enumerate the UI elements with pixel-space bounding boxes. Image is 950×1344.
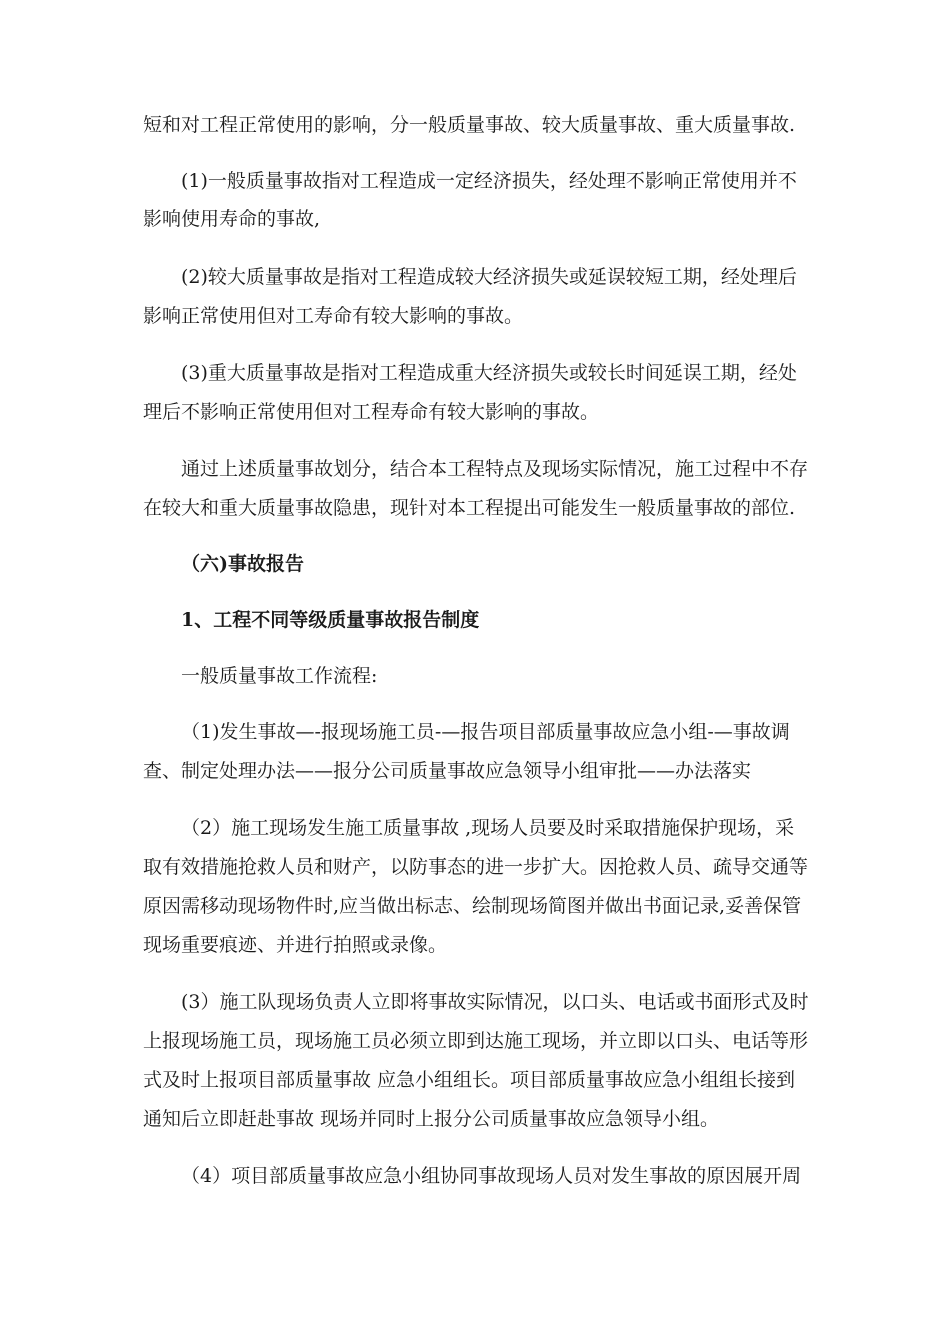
text-line: 现场重要痕迹、并进行拍照或录像。 [143, 934, 448, 956]
subsection-heading: 1、工程不同等级质量事故报告制度 [181, 609, 480, 631]
text-line: 一般质量事故工作流程: [181, 665, 378, 687]
text-line: (3)重大质量事故是指对工程造成重大经济损失或较长时间延误工期，经处 [181, 362, 797, 384]
text-line: 理后不影响正常使用但对工程寿命有较大影响的事故。 [143, 401, 600, 423]
text-line: (2)较大质量事故是指对工程造成较大经济损失或延误较短工期，经处理后 [181, 266, 797, 288]
text-line: 式及时上报项目部质量事故 应急小组组长。项目部质量事故应急小组组长接到 [143, 1069, 796, 1091]
text-line: 上报现场施工员，现场施工员必须立即到达施工现场，并立即以口头、电话等形 [143, 1030, 809, 1052]
text-line: （4）项目部质量事故应急小组协同事故现场人员对发生事故的原因展开周 [181, 1165, 802, 1187]
text-line: (1)一般质量事故指对工程造成一定经济损失，经处理不影响正常使用并不 [181, 170, 797, 192]
text-line: 影响正常使用但对工寿命有较大影响的事故。 [143, 305, 524, 327]
text-line: 通知后立即赶赴事故 现场并同时上报分公司质量事故应急领导小组。 [143, 1108, 720, 1130]
text-line: 短和对工程正常使用的影响，分一般质量事故、较大质量事故、重大质量事故. [143, 114, 796, 136]
text-line: 取有效措施抢救人员和财产，以防事态的进一步扩大。因抢救人员、疏导交通等 [143, 856, 809, 878]
text-line: （1)发生事故—-报现场施工员-—报告项目部质量事故应急小组-—事故调 [181, 721, 790, 743]
text-line: 查、制定处理办法——报分公司质量事故应急领导小组审批——办法落实 [143, 760, 752, 782]
text-line: 在较大和重大质量事故隐患，现针对本工程提出可能发生一般质量事故的部位. [143, 497, 796, 519]
text-line: 影响使用寿命的事故, [143, 208, 321, 230]
text-line: 通过上述质量事故划分，结合本工程特点及现场实际情况，施工过程中不存 [181, 458, 809, 480]
section-heading: （六)事故报告 [181, 553, 304, 575]
text-line: （2）施工现场发生施工质量事故 ,现场人员要及时采取措施保护现场，采 [181, 817, 795, 839]
text-line: (3）施工队现场负责人立即将事故实际情况，以口头、电话或书面形式及时 [181, 991, 809, 1013]
text-line: 原因需移动现场物件时,应当做出标志、绘制现场简图并做出书面记录,妥善保管 [143, 895, 802, 917]
